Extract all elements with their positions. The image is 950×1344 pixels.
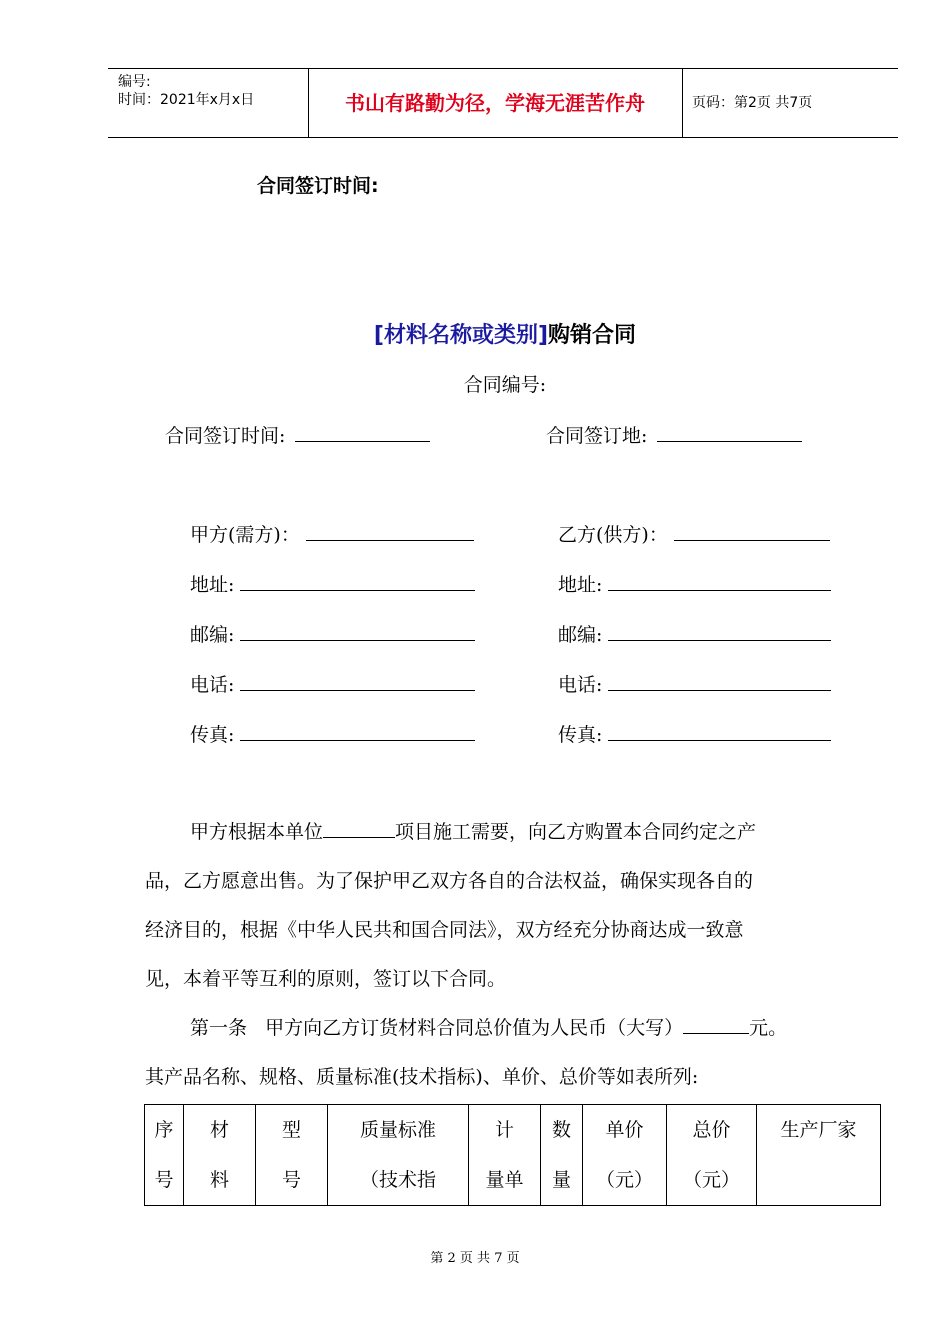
- party-a-postcode-blank[interactable]: [240, 622, 475, 641]
- doc-number-label: 编号:: [118, 74, 151, 90]
- article-1-line-1a: 第一条 甲方向乙方订货材料合同总价值为人民币（大写）: [190, 1017, 684, 1039]
- header-cell-quality: 质量标准 （技术指: [328, 1105, 469, 1206]
- page-footer: 第 2 页 共 7 页: [430, 1251, 520, 1266]
- party-a-phone-blank[interactable]: [240, 672, 475, 691]
- party-a-blank[interactable]: [306, 522, 474, 541]
- party-a-fax-blank[interactable]: [240, 722, 475, 741]
- intro-line-4: 见，本着平等互利的原则，签订以下合同。: [145, 968, 507, 990]
- intro-paragraph: [145, 808, 875, 1102]
- doc-time-label: 时间：2021年x月x日: [118, 92, 255, 108]
- page-header: [108, 68, 898, 138]
- contract-number-label: 合同编号:: [463, 374, 547, 396]
- party-a-phone-field: [190, 670, 475, 697]
- party-a-fax-label: 传真:: [190, 724, 235, 746]
- sign-place-label: 合同签订地:: [546, 425, 648, 447]
- header-cell-model: 型 号: [256, 1105, 328, 1206]
- sign-time-blank[interactable]: [295, 423, 430, 442]
- title-material-placeholder: [材料名称或类别]: [373, 323, 549, 348]
- table-header-row: [145, 1105, 881, 1206]
- party-a-label: 甲方(需方)：: [190, 524, 300, 546]
- header-motto: 书山有路勤为径，学海无涯苦作舟: [308, 69, 683, 137]
- party-b-phone-blank[interactable]: [608, 672, 831, 691]
- party-b-postcode-label: 邮编:: [558, 624, 603, 646]
- party-a-postcode-label: 邮编:: [190, 624, 235, 646]
- party-a-address-label: 地址:: [190, 574, 235, 596]
- sign-time-label: 合同签订时间:: [165, 425, 286, 447]
- intro-line-2: 品，乙方愿意出售。为了保护甲乙双方各自的合法权益，确保实现各自的: [145, 870, 754, 892]
- article-1-line-1: [145, 1004, 875, 1053]
- party-b-fax-label: 传真:: [558, 724, 603, 746]
- header-cell-total-price: 总价 （元）: [667, 1105, 757, 1206]
- party-a-address-blank[interactable]: [240, 572, 475, 591]
- header-cell-manufacturer: 生产厂家: [757, 1105, 881, 1206]
- intro-line-1: [145, 808, 875, 857]
- party-b-fax-blank[interactable]: [608, 722, 831, 741]
- article-1-line-2: 其产品名称、规格、质量标准(技术指标)、单价、总价等如表所列:: [145, 1066, 699, 1088]
- party-b-blank[interactable]: [674, 522, 830, 541]
- top-sign-time-heading: 合同签订时间:: [257, 175, 379, 197]
- sign-time-field: [165, 421, 430, 448]
- party-a-fax-field: [190, 720, 475, 747]
- project-name-blank[interactable]: [323, 819, 395, 838]
- header-meta-cell: [108, 69, 309, 137]
- intro-line-1b: 项目施工需要，向乙方购置本合同约定之产: [395, 821, 757, 843]
- party-a-field: [190, 520, 474, 547]
- title-rest: 购销合同: [548, 323, 637, 348]
- product-table: [144, 1104, 881, 1206]
- intro-line-1a: 甲方根据本单位: [190, 821, 324, 843]
- party-b-fax-field: [558, 720, 831, 747]
- header-cell-unit-price: 单价 （元）: [583, 1105, 667, 1206]
- article-1-line-1b: 元。: [749, 1017, 788, 1039]
- intro-line-3: 经济目的，根据《中华人民共和国合同法》，双方经充分协商达成一致意: [145, 919, 744, 941]
- party-b-address-blank[interactable]: [608, 572, 831, 591]
- header-cell-unit: 计 量单: [469, 1105, 541, 1206]
- sign-place-blank[interactable]: [657, 423, 802, 442]
- party-b-postcode-field: [558, 620, 831, 647]
- sign-place-field: [546, 421, 802, 448]
- party-b-label: 乙方(供方)：: [558, 524, 668, 546]
- party-b-postcode-blank[interactable]: [608, 622, 831, 641]
- party-b-address-label: 地址:: [558, 574, 603, 596]
- party-b-address-field: [558, 570, 831, 597]
- total-amount-blank[interactable]: [683, 1015, 749, 1034]
- party-b-field: [558, 520, 830, 547]
- header-cell-serial: 序 号: [145, 1105, 184, 1206]
- party-b-phone-field: [558, 670, 831, 697]
- header-cell-quantity: 数 量: [541, 1105, 583, 1206]
- party-b-phone-label: 电话:: [558, 674, 603, 696]
- header-page-label: 页码：第2页 共7页: [692, 95, 813, 111]
- contract-title: [0, 318, 950, 349]
- party-a-address-field: [190, 570, 475, 597]
- party-a-phone-label: 电话:: [190, 674, 235, 696]
- party-a-postcode-field: [190, 620, 475, 647]
- header-cell-material: 材 料: [184, 1105, 256, 1206]
